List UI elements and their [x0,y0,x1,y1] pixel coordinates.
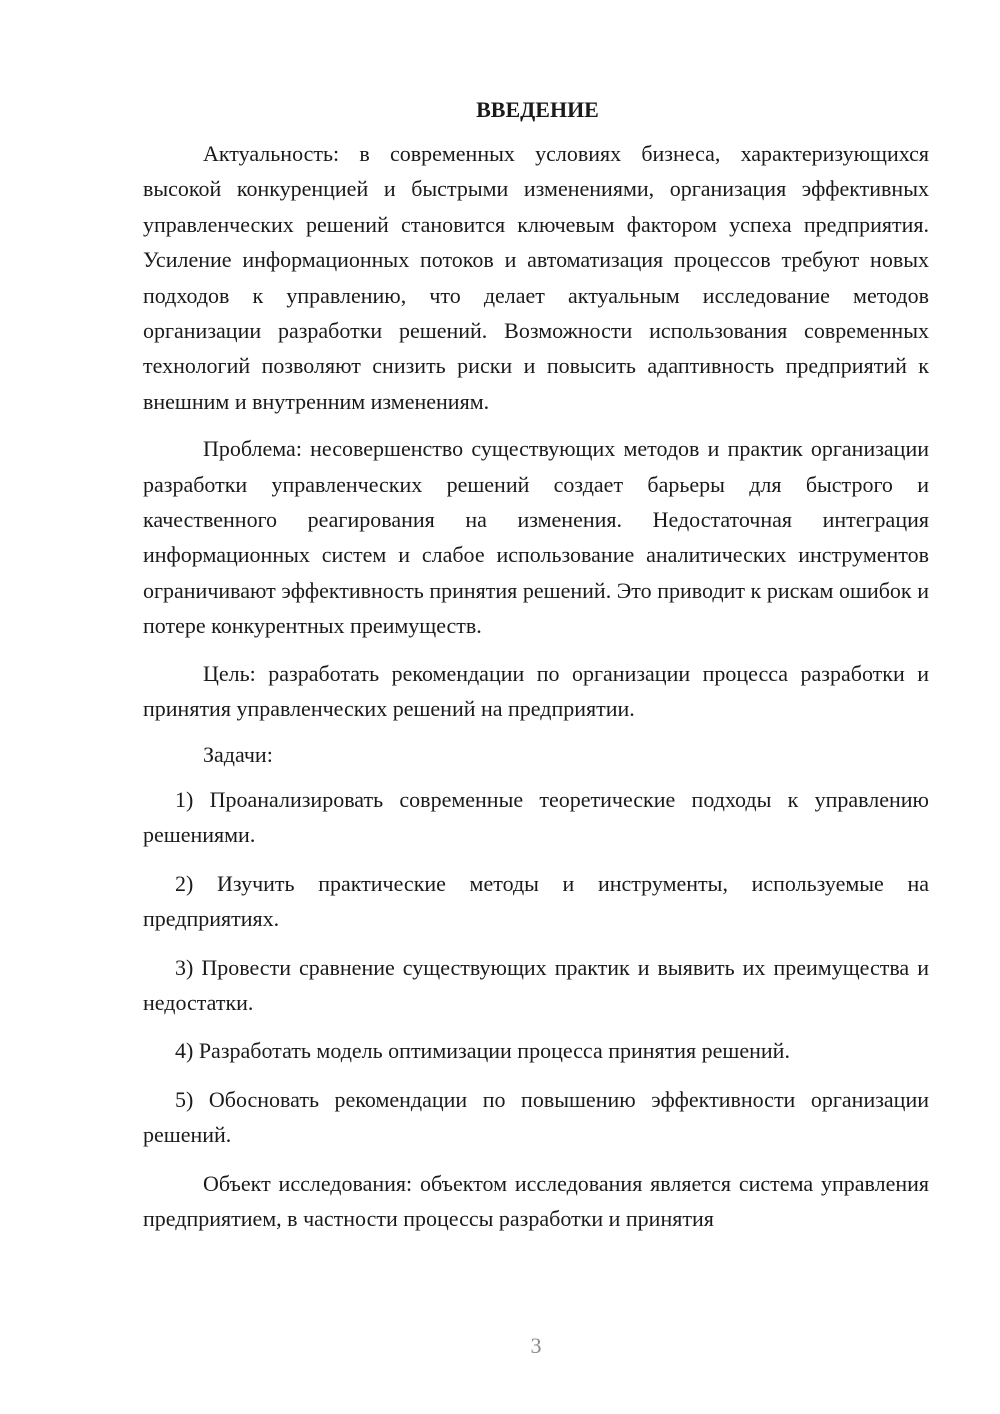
tasks-heading: Задачи: [203,741,273,767]
task-item: 3) Провести сравнение существующих практик и выявить их преимущества и недостатки. [143,954,929,1015]
document-page [143,95,929,1236]
task-item: 5) Обосновать рекомендации по повышению эффективности организации решений. [143,1086,929,1148]
object-paragraph: Объект исследования: объектом исследования является система управления предприятием, в частности процессы разработки и принятия [143,1170,929,1231]
task-item: 1) Проанализировать современные теоретические подходы к управлению решениями. [143,786,929,848]
goal-paragraph: Цель: разработать рекомендации по организации процесса разработки и принятия управленческих решений на предприятии. [143,660,929,722]
task-item: 2) Изучить практические методы и инструменты, используемые на предприятиях. [143,870,929,932]
problem-paragraph: Проблема: несовершенство существующих методов и практик организации разработки управленческих решений создает барьеры для быстрого и качественного реагирования на изменения. Недостаточная интеграция информационных систем и слабое использование аналитических инструментов ограничивают эффективность принятия решений. Это приводит к рискам ошибок и потере конкурентных преимуществ. [143,436,929,639]
section-title: ВВЕДЕНИЕ [476,97,599,122]
page-number: 3 [530,1333,542,1358]
relevance-paragraph: Актуальность: в современных условиях бизнеса, характеризующихся высокой конкуренцией и быстрыми изменениями, организация эффективных управленческих решений становится ключевым фактором успеха предприятия. Усиление информационных потоков и автоматизация процессов требуют новых подходов к управлению, что делает актуальным исследование методов организации разработки решений. Возможности использования современных технологий позволяют снизить риски и повысить адаптивность предприятий к внешним и внутренним изменениям. [143,141,929,414]
task-item: 4) Разработать модель оптимизации процесса принятия решений. [175,1038,790,1064]
